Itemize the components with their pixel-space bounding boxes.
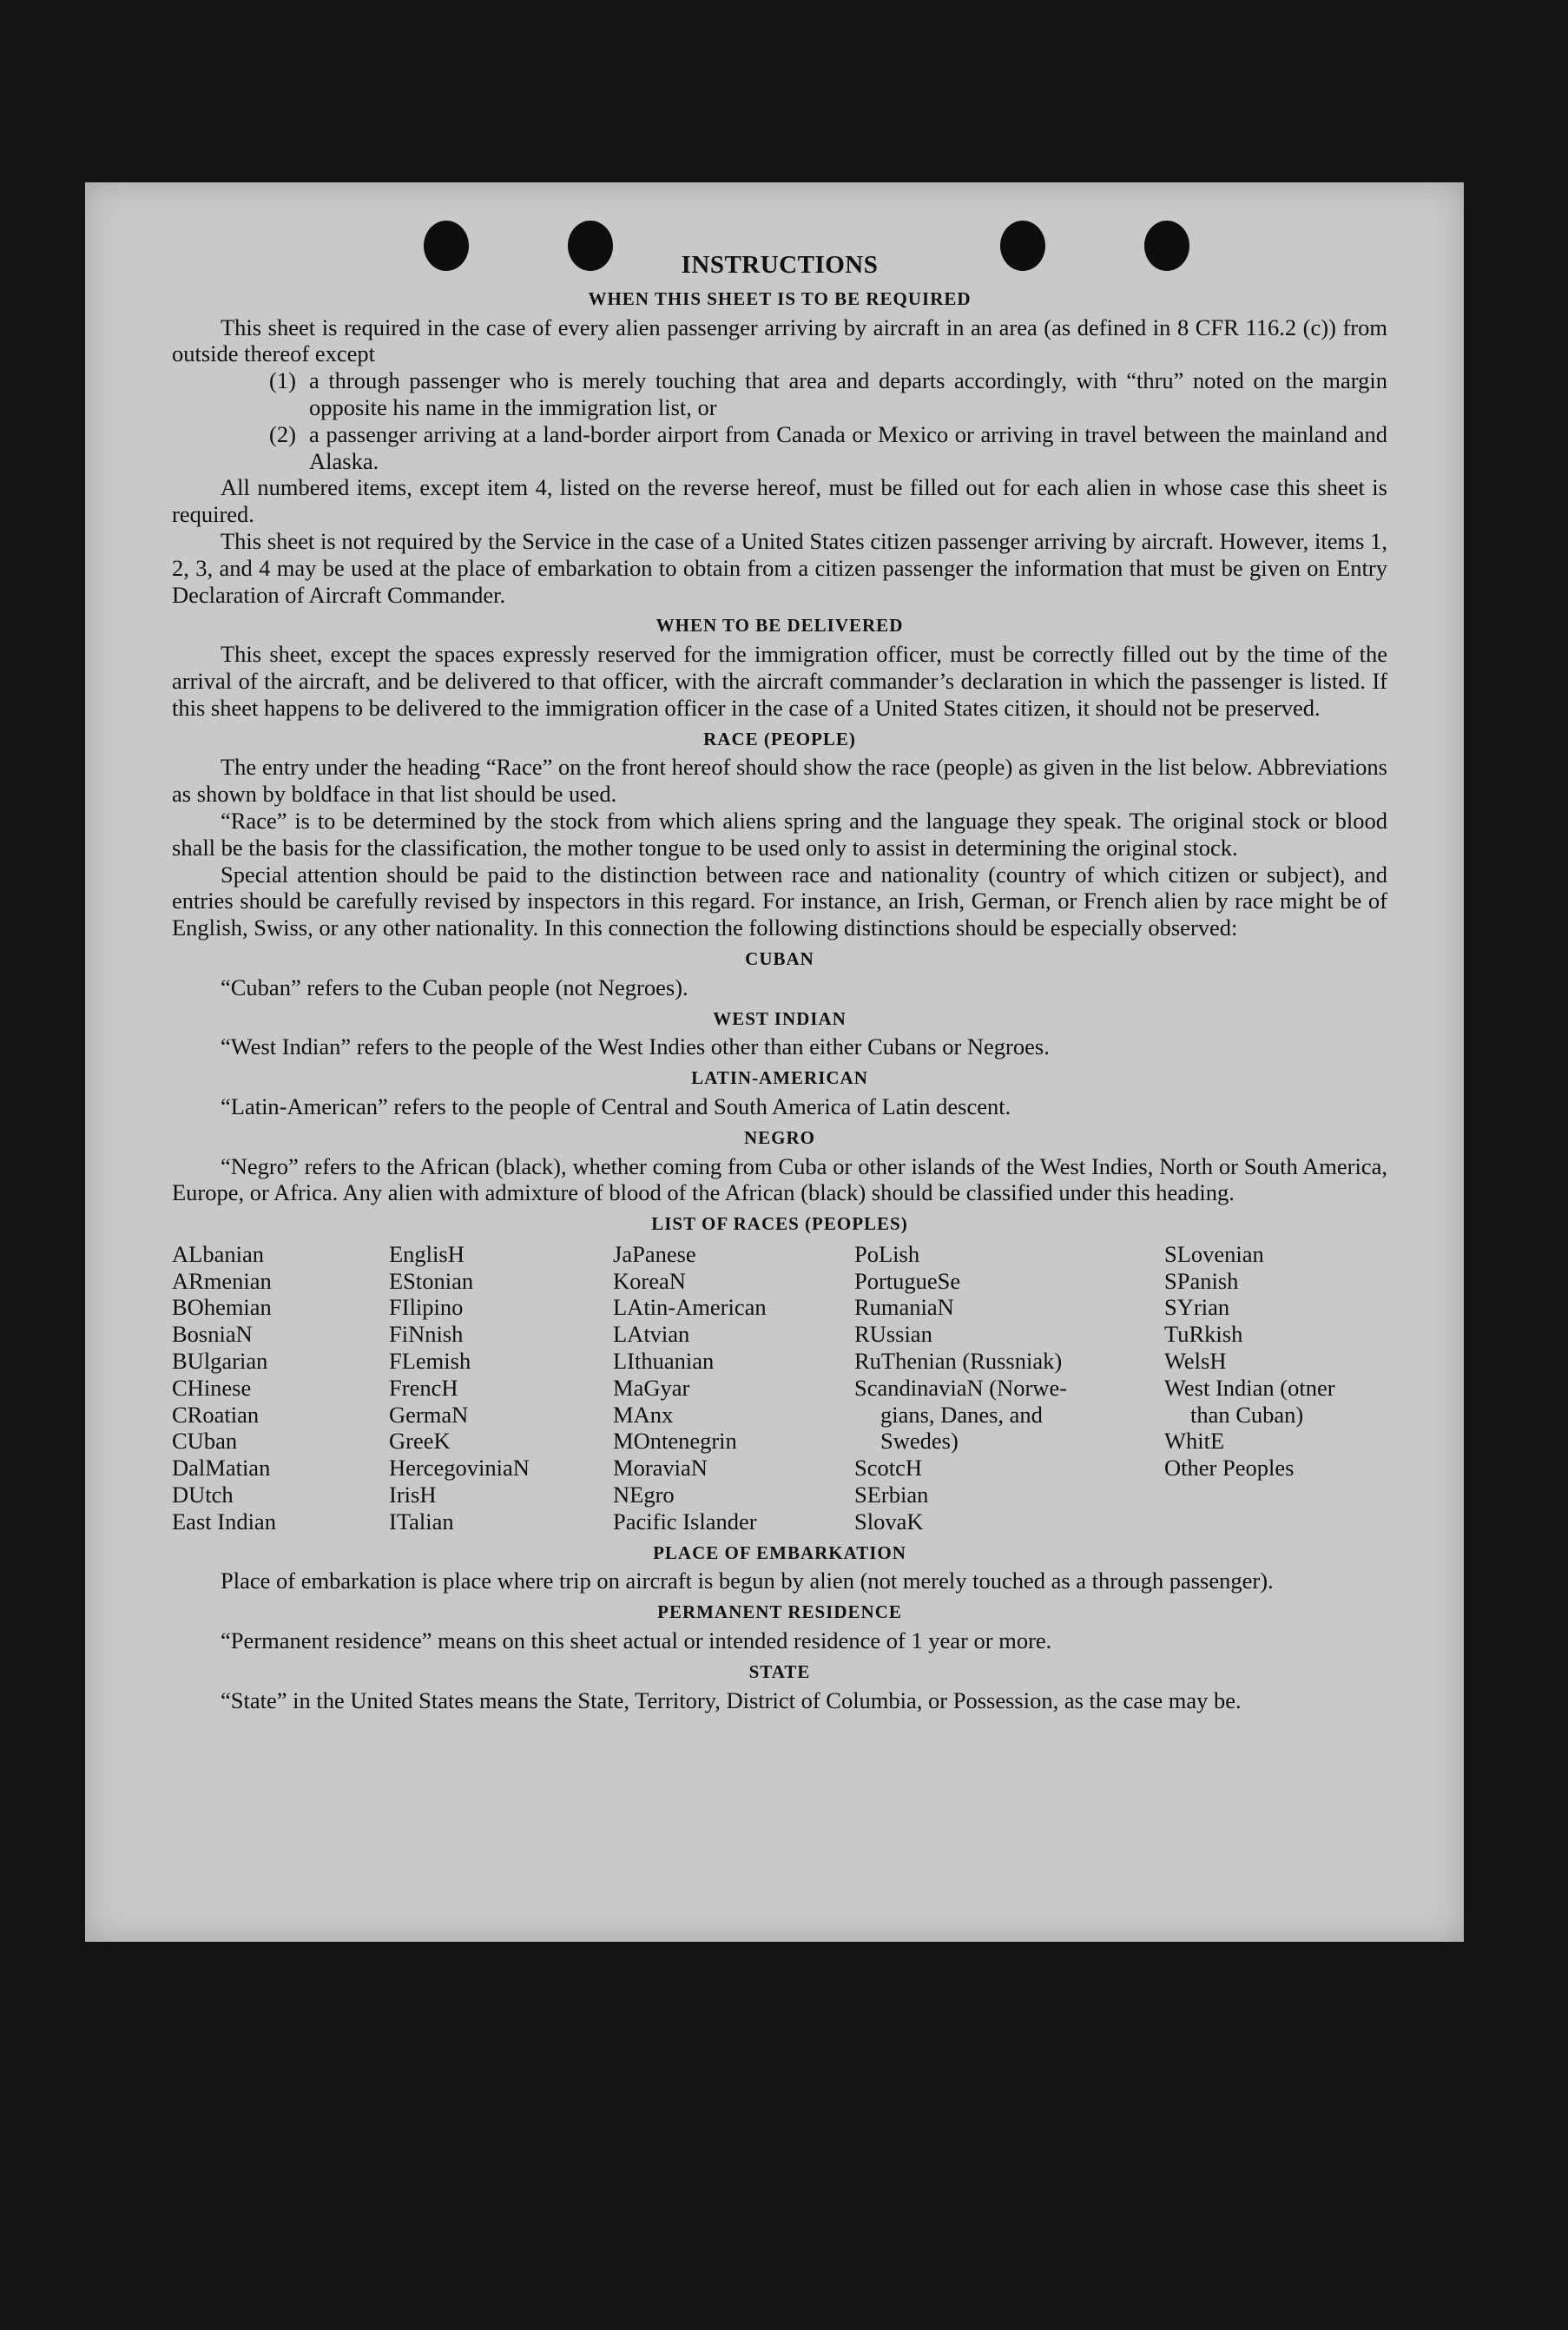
- race-entry: RumaniaN: [854, 1294, 954, 1321]
- race-entry: ScandinaviaN (Norwe-: [854, 1374, 1068, 1401]
- race-entry: ITalian: [389, 1508, 454, 1535]
- heading-race: RACE (PEOPLE): [703, 728, 856, 749]
- paragraph: “West Indian” refers to the people of the West Indies other than either Cubans or Negroes.: [221, 1033, 1050, 1060]
- item-number: (2): [269, 420, 296, 447]
- item-text: a through passenger who is merely touching that area and departs accordingly, with “thru” noted on the margin opposite his name in the immigration list, or: [309, 367, 1387, 420]
- race-entry: Pacific Islander: [613, 1508, 757, 1535]
- race-entry: CUban: [172, 1428, 238, 1455]
- race-entry: SLovenian: [1164, 1240, 1264, 1267]
- race-entry: JaPanese: [613, 1240, 696, 1267]
- race-entry: FrencH: [389, 1374, 458, 1401]
- race-entry: SYrian: [1164, 1294, 1230, 1321]
- heading-latin-american: LATIN-AMERICAN: [691, 1067, 868, 1089]
- heading-when-required: WHEN THIS SHEET IS TO BE REQUIRED: [588, 287, 972, 309]
- heading-cuban: CUBAN: [745, 947, 814, 969]
- race-entry: IrisH: [389, 1482, 437, 1508]
- heading-when-delivered: WHEN TO BE DELIVERED: [656, 615, 904, 637]
- race-entry: BosniaN: [172, 1321, 253, 1348]
- race-entry: Other Peoples: [1164, 1455, 1295, 1482]
- race-entry: EStonian: [389, 1267, 474, 1294]
- heading-embarkation: PLACE OF EMBARKATION: [653, 1541, 906, 1563]
- item-number: (1): [269, 367, 296, 394]
- instructions-content: [172, 250, 1387, 1713]
- race-entry: MoraviaN: [613, 1455, 708, 1482]
- race-entry: FIlipino: [389, 1294, 464, 1321]
- race-entry: BUlgarian: [172, 1348, 268, 1375]
- list-item: [172, 421, 1387, 475]
- race-entry: ARmenian: [172, 1267, 272, 1294]
- race-entry: SErbian: [854, 1482, 929, 1508]
- paragraph: This sheet, except the spaces expressly reserved for the immigration officer, must be correctly filled out by the time of the arrival of the aircraft, and be delivered to that officer, with the aircraft commander’s declaration in which the passenger is listed. If this sheet happens to be delivered to the immigration officer in the case of a United States citizen, it should not be preserved.: [172, 641, 1387, 721]
- paragraph: “State” in the United States means the State, Territory, District of Columbia, or Possession, as the case may be.: [221, 1686, 1242, 1713]
- race-entry: NEgro: [613, 1482, 675, 1508]
- race-entry: RUssian: [854, 1321, 932, 1348]
- race-entry: HercegoviniaN: [389, 1455, 530, 1482]
- race-column-4: [854, 1241, 1164, 1535]
- race-entry: FiNnish: [389, 1321, 464, 1348]
- race-entry: GreeK: [389, 1428, 451, 1455]
- paragraph: “Permanent residence” means on this sheet actual or intended residence of 1 year or more.: [221, 1627, 1052, 1654]
- paragraph: “Negro” refers to the African (black), whether coming from Cuba or other islands of the West Indies, North or South America, Europe, or Africa. Any alien with admixture of blood of the African (black) should be classified under this heading.: [172, 1152, 1387, 1206]
- race-entry: MaGyar: [613, 1374, 690, 1401]
- race-entry: WhitE: [1164, 1428, 1225, 1455]
- heading-permanent-residence: PERMANENT RESIDENCE: [657, 1601, 902, 1623]
- race-list: [172, 1241, 1387, 1535]
- paragraph: “Cuban” refers to the Cuban people (not Negroes).: [221, 974, 688, 1000]
- race-entry: RuThenian (Russniak): [854, 1348, 1063, 1375]
- race-entry: PortugueSe: [854, 1267, 961, 1294]
- race-entry-continued: than Cuban): [1190, 1401, 1304, 1428]
- race-entry: East Indian: [172, 1508, 276, 1535]
- race-entry-continued: Swedes): [880, 1428, 959, 1455]
- paragraph: Place of embarkation is place where trip on aircraft is begun by alien (not merely touched as a through passenger).: [221, 1568, 1274, 1594]
- race-entry: GermaN: [389, 1401, 469, 1428]
- item-text: a passenger arriving at a land-border airport from Canada or Mexico or arriving in travel between the mainland and Alaska.: [309, 420, 1387, 474]
- race-entry: CRoatian: [172, 1401, 260, 1428]
- race-entry: DalMatian: [172, 1455, 271, 1482]
- race-entry: EnglisH: [389, 1240, 464, 1267]
- race-entry: ALbanian: [172, 1240, 264, 1267]
- race-entry: LIthuanian: [613, 1348, 715, 1375]
- paragraph: Special attention should be paid to the distinction between race and nationality (country of which citizen or subject), and entries should be carefully revised by inspectors in this regard. For instance, an Irish, German, or French alien by race might be of English, Swiss, or any other nationality. In this connection the following distinctions should be especially observed:: [172, 861, 1387, 941]
- race-entry-continued: gians, Danes, and: [880, 1401, 1043, 1428]
- paragraph: “Latin-American” refers to the people of Central and South America of Latin descent.: [221, 1092, 1011, 1119]
- race-entry: DUtch: [172, 1482, 234, 1508]
- race-column-3: [613, 1241, 854, 1535]
- list-item: [172, 367, 1387, 421]
- race-entry: LAtin-American: [613, 1294, 767, 1321]
- race-entry: BOhemian: [172, 1294, 272, 1321]
- race-entry: MAnx: [613, 1401, 674, 1428]
- race-entry: WelsH: [1164, 1348, 1227, 1375]
- paragraph: All numbered items, except item 4, listed on the reverse hereof, must be filled out for each alien in whose case this sheet is required.: [172, 474, 1387, 528]
- paragraph: “Race” is to be determined by the stock from which aliens spring and the language they speak. The original stock or blood shall be the basis for the classification, the mother tongue to be used only to assist in determining the original stock.: [172, 807, 1387, 861]
- race-column-5: [1164, 1241, 1387, 1535]
- race-entry: ScotcH: [854, 1455, 923, 1482]
- race-entry: SlovaK: [854, 1508, 924, 1535]
- race-entry: MOntenegrin: [613, 1428, 737, 1455]
- page-title: INSTRUCTIONS: [681, 251, 879, 279]
- paragraph: This sheet is required in the case of every alien passenger arriving by aircraft in an area (as defined in 8 CFR 116.2 (c)) from outside thereof except: [172, 314, 1387, 367]
- race-entry: SPanish: [1164, 1267, 1239, 1294]
- race-entry: KoreaN: [613, 1267, 686, 1294]
- paragraph: This sheet is not required by the Service in the case of a United States citizen passenger arriving by aircraft. However, items 1, 2, 3, and 4 may be used at the place of embarkation to obtain from a citizen passenger the information that must be given on Entry Declaration of Aircraft Commander.: [172, 527, 1387, 608]
- document-sheet: [85, 182, 1464, 1942]
- race-entry: TuRkish: [1164, 1321, 1243, 1348]
- race-entry: FLemish: [389, 1348, 471, 1375]
- heading-state: STATE: [748, 1660, 811, 1682]
- race-entry: CHinese: [172, 1374, 252, 1401]
- paragraph: The entry under the heading “Race” on the front hereof should show the race (people) as given in the list below. Abbreviations as shown by boldface in that list should be used.: [172, 754, 1387, 808]
- heading-negro: NEGRO: [743, 1126, 815, 1148]
- race-column-2: [389, 1241, 613, 1535]
- heading-list-of-races: LIST OF RACES (PEOPLES): [651, 1213, 908, 1235]
- heading-west-indian: WEST INDIAN: [713, 1007, 847, 1029]
- race-entry: PoLish: [854, 1240, 920, 1267]
- race-entry: LAtvian: [613, 1321, 690, 1348]
- race-column-1: [172, 1241, 389, 1535]
- race-entry: West Indian (otner: [1164, 1374, 1335, 1401]
